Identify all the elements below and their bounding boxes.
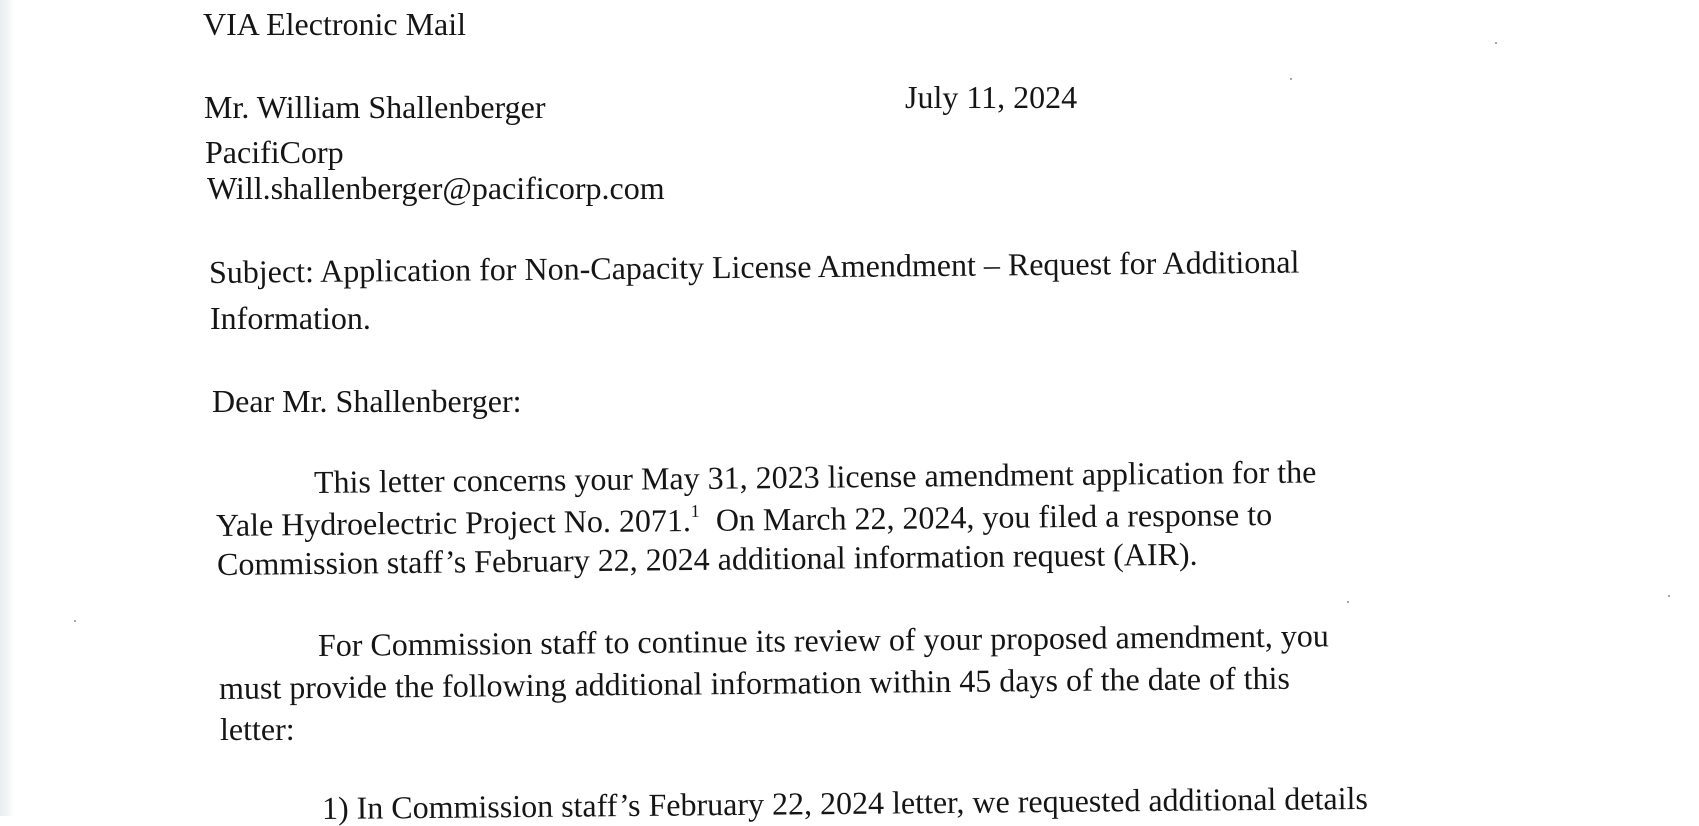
paragraph-line: Commission staff’s February 22, 2024 additional information request (AIR). [216,535,1198,582]
paragraph-line [214,453,1317,501]
recipient-email: Will.shallenberger@pacificorp.com [207,170,665,206]
footnote-marker: 1 [690,501,700,522]
paragraph-indent [218,656,318,657]
salutation: Dear Mr. Shallenberger: [212,383,522,419]
paragraph-line [218,617,1329,664]
paragraph-text: Yale Hydroelectric Project No. 2071. [215,502,692,543]
subject-line: Subject: Application for Non-Capacity License Amendment – Request for Additional [208,243,1300,290]
paragraph-line: must provide the following additional information within 45 days of the date of this [218,659,1291,706]
paragraph-text: This letter concerns your May 31, 2023 license amendment application for the [313,453,1317,500]
letter-date: July 11, 2024 [905,79,1078,115]
paragraph-text: On March 22, 2024, you filed a response to [699,495,1273,538]
subject-line-continued: Information. [210,300,371,336]
list-item-line: 1) In Commission staff’s February 22, 2024 letter, we requested additional details [321,779,1369,826]
recipient-name: Mr. William Shallenberger [204,89,546,125]
paragraph-line: letter: [220,711,295,747]
delivery-method: VIA Electronic Mail [203,6,467,42]
recipient-company: PacifiCorp [205,134,344,170]
paragraph-text: For Commission staff to continue its review of your proposed amendment, you [317,617,1329,664]
paragraph-indent [214,493,314,494]
